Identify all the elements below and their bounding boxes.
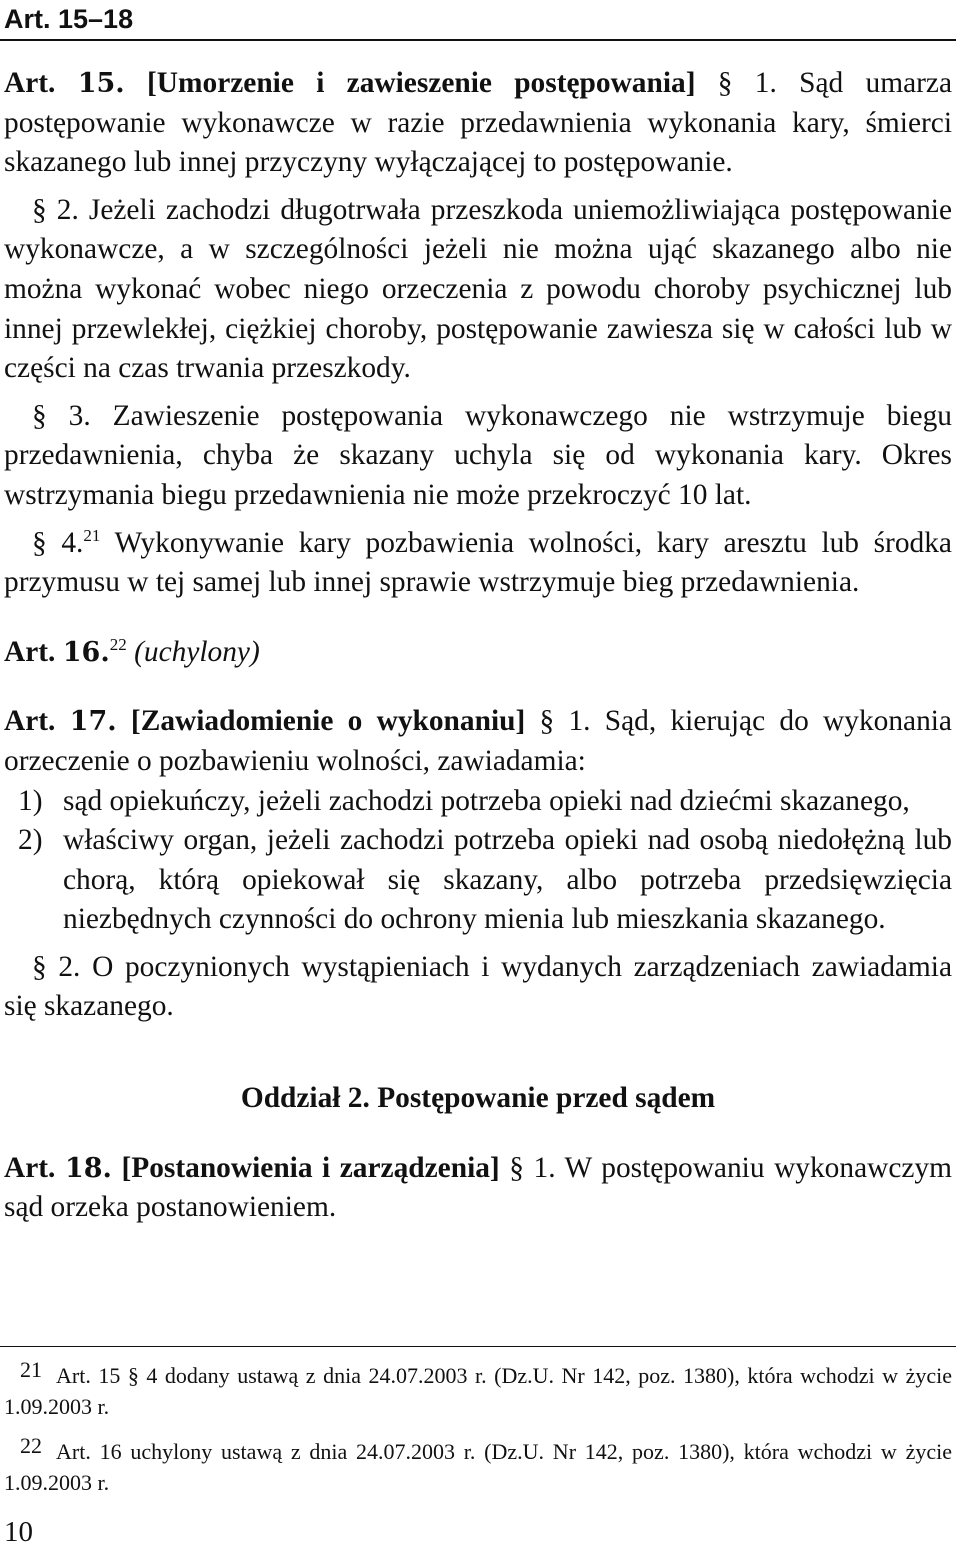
list-item-number: 1): [18, 784, 43, 817]
list-item-number: 2): [18, 824, 43, 857]
paragraph-text: Wykonywanie kary pozbawienia wolności, kary aresztu lub środka przymusu w tej samej lub innej sprawie wstrzymuje bieg przedawnienia.: [4, 526, 952, 599]
header-rule: [0, 39, 956, 41]
list-item: [4, 782, 952, 822]
document-body: [4, 64, 952, 1228]
article-15-paragraph-2: § 2. Jeżeli zachodzi długotrwała przeszkoda uniemożliwiająca postępowanie wykonawcze, a w szczególności jeżeli nie można ująć skazanego albo nie można wykonać wobec niego orzeczenia z powodu choroby psychicznej lub innej przewlekłej, ciężkiej choroby, postępowanie zawiesza się w całości lub w części na czas trwania przeszkody.: [4, 193, 952, 385]
article-17-paragraph-1: [4, 702, 952, 781]
article-label: Art.: [4, 1151, 56, 1184]
list-item: [4, 821, 952, 940]
article-label: Art.: [4, 635, 56, 668]
article-17-paragraph-2: § 2. O poczynionych wystąpieniach i wydanych zarządzeniach zawiadamia się skazanego.: [4, 950, 952, 1023]
article-title: [Postanowienia i zarządzenia]: [121, 1151, 500, 1184]
repealed-note: (uchylony): [134, 635, 260, 668]
article-15-paragraph-4: [4, 524, 952, 603]
footnote-number: 21: [20, 1357, 42, 1382]
footnote-text: Art. 16 uchylony ustawą z dnia 24.07.2003 r. (Dz.U. Nr 142, poz. 1380), która wchodzi w życie 1.09.2003 r.: [4, 1439, 952, 1495]
article-18-paragraph-1: [4, 1149, 952, 1228]
running-head: Art. 15–18: [4, 4, 134, 34]
notification-list: [4, 782, 952, 940]
paragraph-lead: § 4.: [32, 526, 84, 559]
article-15-paragraph-3: § 3. Zawieszenie postępowania wykonawczego nie wstrzymuje biegu przedawnienia, chyba że skazany uchyla się od wykonania kary. Okres wstrzymania biegu przedawnienia nie może przekroczyć 10 lat.: [4, 399, 952, 511]
paragraph-text: § 1. W postępowaniu wykonawczym sąd orzeka postanowieniem.: [4, 1151, 952, 1224]
article-label: Art.: [4, 67, 56, 99]
paragraph-text: § 1. Sąd, kierując do wykonania orzeczenie o pozbawieniu wolności, zawiadamia:: [4, 705, 952, 777]
article-16: [4, 633, 952, 673]
article-label: Art.: [4, 705, 56, 738]
article-number: 15.: [77, 68, 125, 99]
footnote-ref-22: 22: [109, 634, 127, 654]
list-item-text: właściwy organ, jeżeli zachodzi potrzeba opieki nad osobą niedołężną lub chorą, którą opiekował się skazany, albo potrzeba przedsięwzięcia niezbędnych czynności do ochrony mienia lub mieszkania skazanego.: [63, 824, 952, 936]
article-15-paragraph-1: [4, 64, 952, 183]
footnote: [4, 1433, 952, 1498]
article-title: [Zawiadomienie o wykonaniu]: [130, 705, 526, 738]
footnotes: [4, 1357, 952, 1512]
footnote-text: Art. 15 § 4 dodany ustawą z dnia 24.07.2003 r. (Dz.U. Nr 142, poz. 1380), która wchodzi w życie 1.09.2003 r.: [4, 1363, 952, 1419]
article-number: 18.: [64, 1152, 112, 1184]
footnote-number: 22: [20, 1433, 42, 1458]
footnote-rule: [0, 1346, 956, 1347]
paragraph-text: § 1. Sąd umarza postępowanie wykonawcze w razie przedawnienia wykonania kary, śmierci skazanego lub innej przyczyny wyłączającej to postępowanie.: [4, 67, 952, 179]
footnote: [4, 1357, 952, 1422]
section-heading: Oddział 2. Postępowanie przed sądem: [240, 1082, 716, 1115]
article-number: 17.: [69, 706, 117, 738]
list-item-text: sąd opiekuńczy, jeżeli zachodzi potrzeba opieki nad dziećmi skazanego,: [63, 784, 910, 817]
article-number: 16.: [62, 636, 110, 668]
page-number: 10: [4, 1516, 33, 1548]
article-title: [Umorzenie i zawieszenie postępowania]: [147, 67, 696, 99]
footnote-ref-21: 21: [83, 525, 101, 545]
